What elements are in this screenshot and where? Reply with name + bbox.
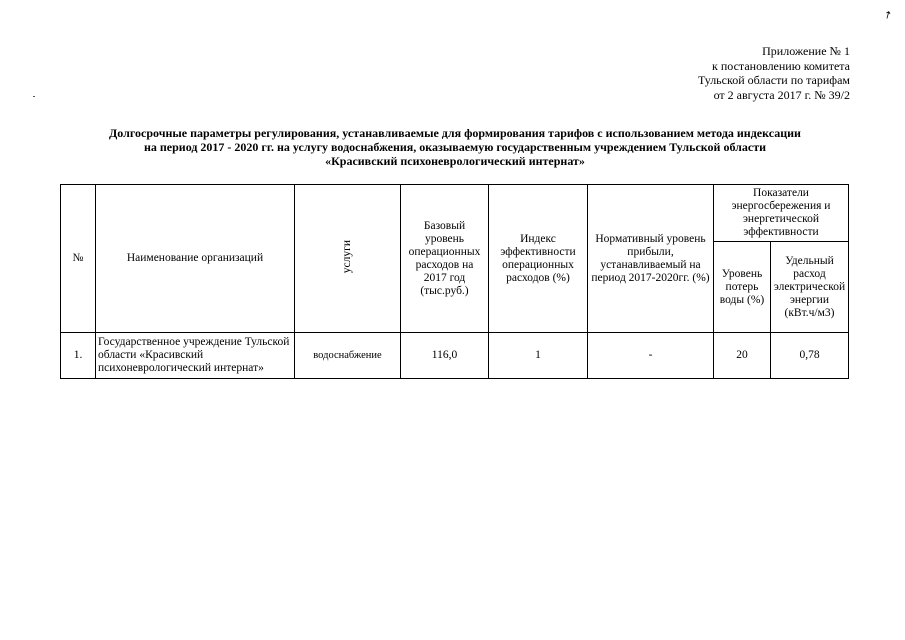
- cell-org: Государственное учреждение Тульской области «Красивский психоневрологический интернат»: [96, 333, 295, 379]
- cell-water-loss: 20: [714, 333, 771, 379]
- header-num: №: [61, 185, 96, 333]
- parameters-table: [60, 184, 849, 379]
- header-base-level: Базовый уровень операционных расходов на 2017 год (тыс.руб.): [401, 185, 489, 333]
- header-water-loss: Уровень потерь воды (%): [714, 242, 771, 333]
- scan-speck: [33, 96, 35, 97]
- appendix-line: к постановлению комитета: [712, 58, 850, 73]
- cell-profit-level: -: [588, 333, 714, 379]
- cell-energy-use: 0,78: [771, 333, 849, 379]
- header-energy-use: Удельный расход электрической энергии (кВт.ч/м3): [771, 242, 849, 333]
- header-service: [295, 185, 401, 333]
- title-line: «Красивский психоневрологический интернат»: [325, 154, 585, 168]
- appendix-line: от 2 августа 2017 г. № 39/2: [713, 87, 850, 102]
- header-org: Наименование организаций: [96, 185, 295, 333]
- appendix-line: Тульской области по тарифам: [697, 73, 850, 87]
- cell-num: 1.: [61, 333, 96, 379]
- document-title: [60, 126, 850, 168]
- cell-service: водоснабжение: [295, 333, 401, 379]
- table-row: [61, 333, 849, 379]
- header-profit-level: Нормативный уровень прибыли, устанавливаемый на период 2017-2020гг. (%): [588, 185, 714, 333]
- title-line: на период 2017 - 2020 гг. на услугу водоснабжения, оказываемую государственным учреждением Тульской области: [143, 140, 767, 154]
- header-energy-group: Показатели энергосбережения и энергетической эффективности: [714, 185, 849, 242]
- appendix-block: [698, 44, 850, 102]
- corner-mark: ↗: [881, 8, 895, 23]
- header-efficiency-index: Индекс эффективности операционных расходов (%): [489, 185, 588, 333]
- appendix-line: Приложение № 1: [762, 44, 850, 58]
- title-line: Долгосрочные параметры регулирования, устанавливаемые для формирования тарифов с использованием метода индексации: [109, 126, 801, 140]
- header-service-text: услуги: [341, 239, 353, 274]
- cell-base-level: 116,0: [401, 333, 489, 379]
- cell-efficiency-index: 1: [489, 333, 588, 379]
